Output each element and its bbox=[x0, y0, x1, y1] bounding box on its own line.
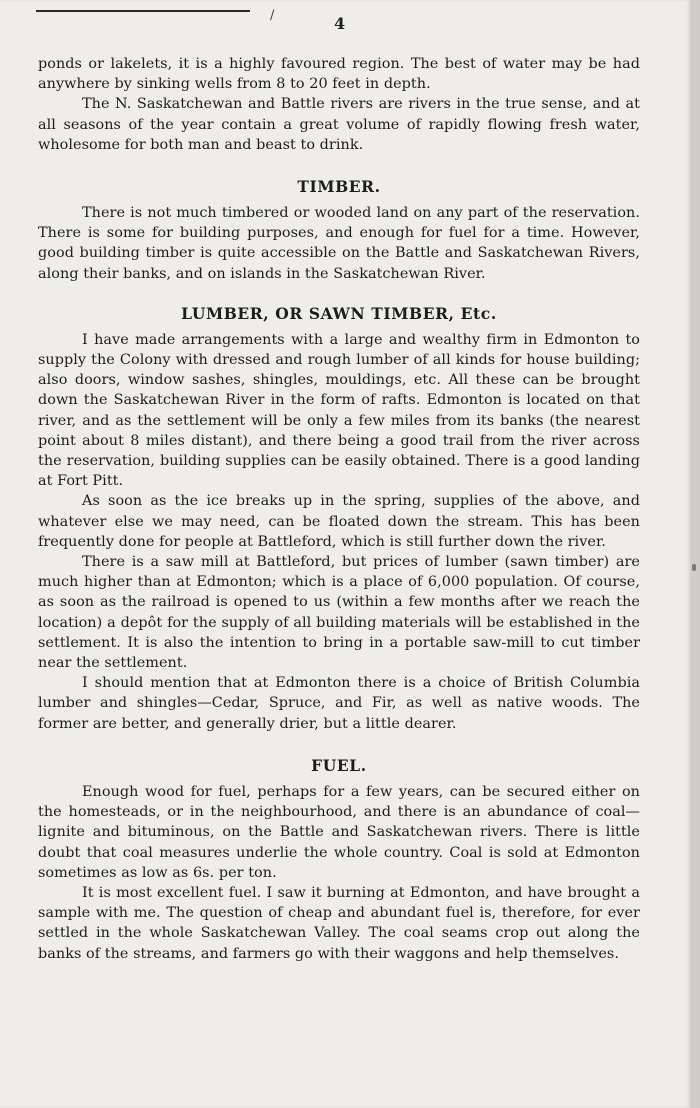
heading-lumber: LUMBER, OR SAWN TIMBER, Etc. bbox=[181, 303, 497, 323]
paragraph-lumber-spring: As soon as the ice breaks up in the spring, supplies of the above, and whatever else we may need, can be floated down the stream. This has been frequently done for people at Battleford, which is still further down the river. bbox=[38, 493, 640, 550]
paragraph-water-continuation: ponds or lakelets, it is a highly favoured region. The best of water may be had anywhere by sinking wells from 8 to 20 feet in depth. bbox=[38, 56, 640, 93]
paragraph-fuel-coal: It is most excellent fuel. I saw it burning at Edmonton, and have brought a sample with me. The question of cheap and abundant fuel is, therefore, for ever settled in the whole Saskatchewan Valley. The coal seams crop out along the banks of the streams, and farmers go with their waggons and help themselves. bbox=[38, 884, 640, 962]
heading-fuel: FUEL. bbox=[311, 755, 367, 775]
heading-timber: TIMBER. bbox=[297, 177, 381, 197]
paragraph-rivers: The N. Saskatchewan and Battle rivers are rivers in the true sense, and at all seasons of the year contain a great volume of rapidly flowing fresh water, wholesome for both man and beast to drink. bbox=[38, 96, 640, 153]
page-number: 4 bbox=[334, 14, 346, 33]
paragraph-lumber-arrangements: I have made arrangements with a large and wealthy firm in Edmonton to supply the Colony with dressed and rough lumber of all kinds for house building; also doors, window sashes, shingles, mouldings, etc. All these can be brought down the Saskatchewan River in the form of rafts. Edmonton is located on that river, and as the settlement will be only a few miles from its banks (the nearest point about 8 miles distant), and there being a good trail from the river across the reservation, building supplies can be easily obtained. There is a good landing at Fort Pitt. bbox=[38, 331, 640, 490]
top-rule bbox=[36, 10, 250, 12]
paragraph-fuel-wood: Enough wood for fuel, perhaps for a few years, can be secured either on the homesteads, or in the neighbourhood, and there is an abundance of coal—lignite and bituminous, on the Battle and Saskatchewan rivers. There is little doubt that coal measures underlie the whole country. Coal is sold at Edmonton sometimes as low as 6s. per ton. bbox=[38, 783, 640, 881]
page-edge bbox=[690, 0, 700, 1108]
paragraph-timber: There is not much timbered or wooded land on any part of the reservation. There is some for building purposes, and enough for fuel for a time. However, good building timber is quite accessible on the Battle and Saskatchewan Rivers, along their banks, and on islands in the Saskatchewan River. bbox=[38, 205, 640, 282]
paragraph-lumber-sawmill: There is a saw mill at Battleford, but prices of lumber (sawn timber) are much higher than at Edmonton; which is a place of 6,000 population. Of course, as soon as the railroad is opened to us (within a few months after we reach the location) a depôt for the supply of all building materials will be established in the settlement. It is also the intention to bring in a portable saw-mill to cut timber near the settlement. bbox=[38, 554, 640, 672]
page-content bbox=[38, 54, 640, 964]
paper-speck bbox=[692, 564, 696, 571]
paragraph-lumber-choice: I should mention that at Edmonton there is a choice of British Columbia lumber and shingles—Cedar, Spruce, and Fir, as well as native woods. The former are better, and generally drier, but a little dearer. bbox=[38, 675, 640, 732]
tick-mark: / bbox=[270, 8, 275, 23]
